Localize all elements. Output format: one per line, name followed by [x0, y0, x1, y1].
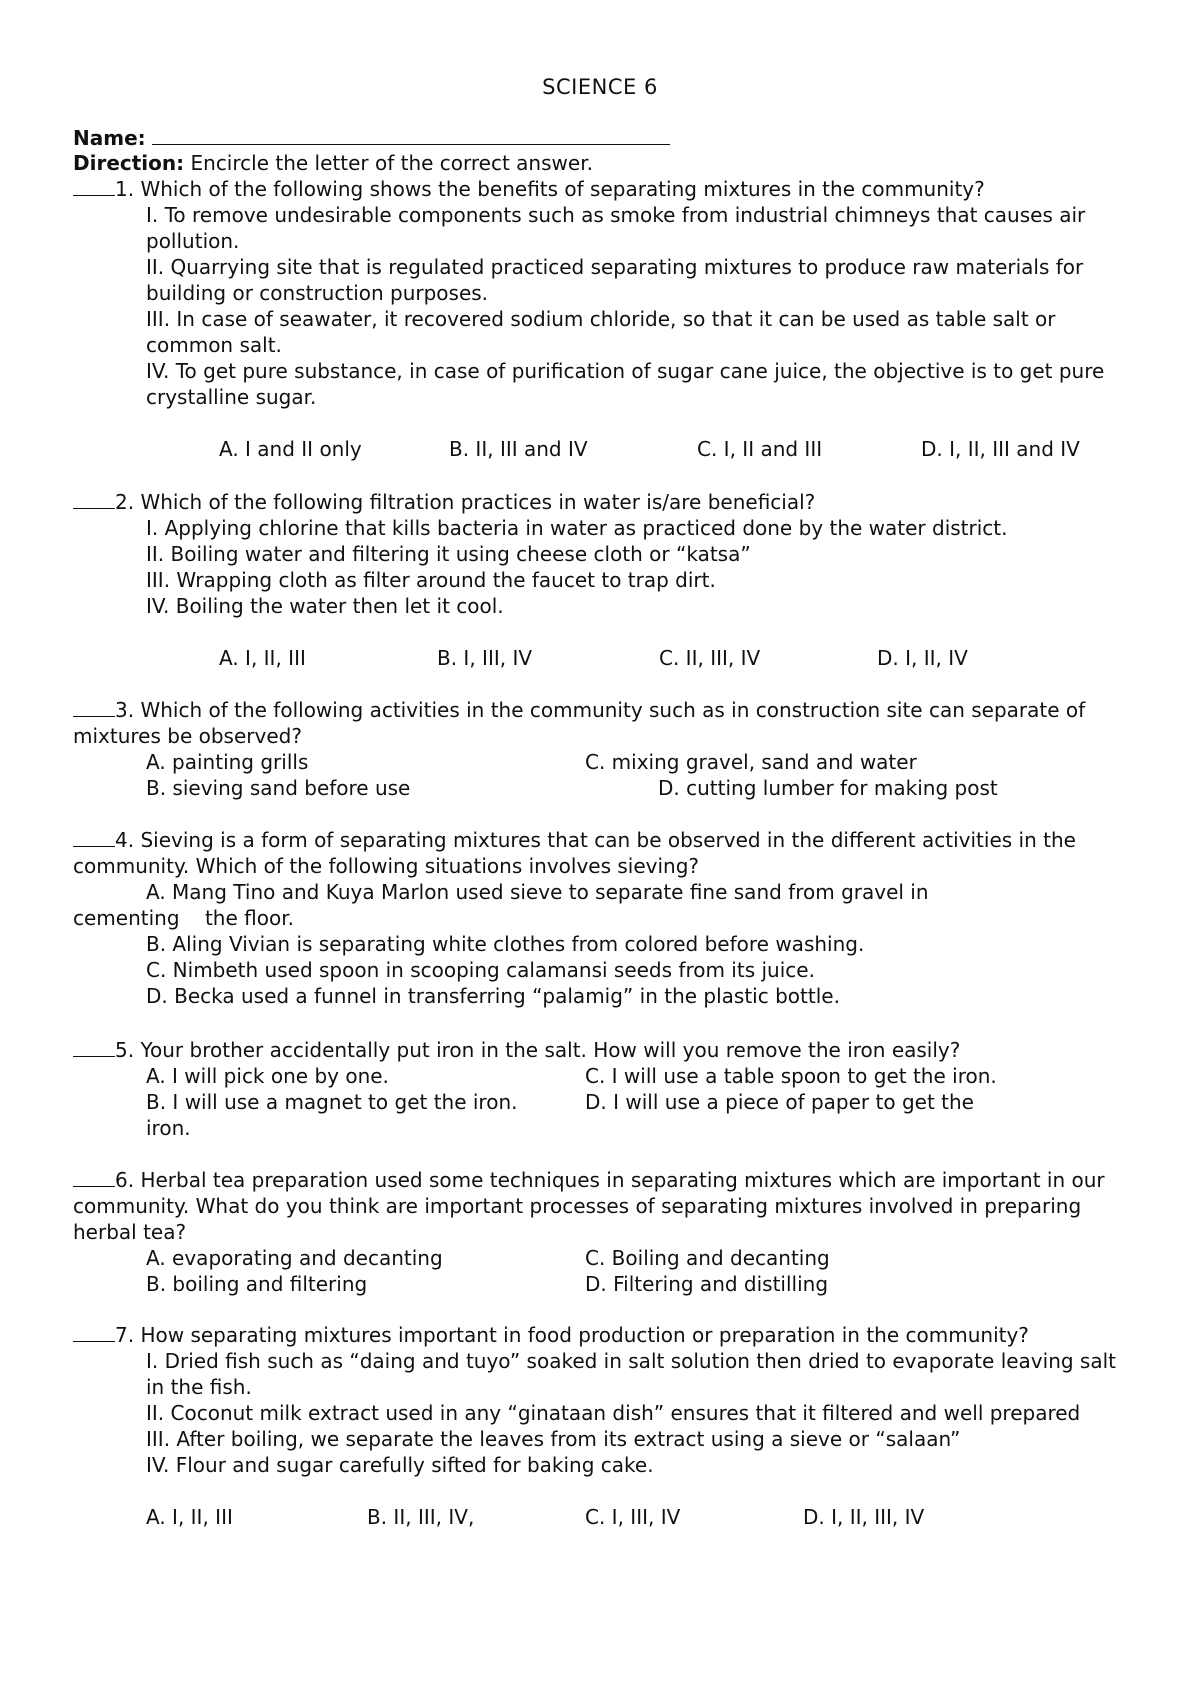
question-number: 7. [115, 1323, 135, 1347]
answer-blank[interactable] [73, 828, 115, 847]
choice-b[interactable]: B. boiling and filtering [146, 1272, 368, 1296]
question-5 [73, 1037, 1133, 1141]
choice-d-continued: iron. [146, 1116, 191, 1140]
choices-row [73, 1063, 1133, 1089]
question-number: 1. [115, 177, 135, 201]
choice-c[interactable]: C. I will use a table spoon to get the iron. [585, 1064, 997, 1088]
question-stem [73, 1322, 1133, 1348]
question-number: 4. [115, 828, 135, 852]
page-title: SCIENCE 6 [542, 75, 658, 99]
question-text: How separating mixtures important in food production or preparation in the community? [140, 1323, 1029, 1347]
question-text: Which of the following shows the benefits of separating mixtures in the community? [140, 177, 985, 201]
choice-c[interactable]: C. Nimbeth used spoon in scooping calamansi seeds from its juice. [146, 958, 815, 982]
name-field[interactable] [73, 124, 670, 151]
choice-b[interactable]: B. Aling Vivian is separating white clothes from colored before washing. [146, 932, 865, 956]
choice-d[interactable]: D. Becka used a funnel in transferring “palamig” in the plastic bottle. [146, 984, 840, 1008]
choice-a[interactable]: A. evaporating and decanting [146, 1246, 443, 1270]
answer-blank[interactable] [73, 1038, 115, 1057]
choice-a[interactable]: A. Mang Tino and Kuya Marlon used sieve to separate fine sand from gravel in [146, 880, 929, 904]
question-text: Herbal tea preparation used some techniques in separating mixtures which are important in our community. What do you think are important processes of separating mixtures involved in preparing herbal tea? [73, 1168, 1105, 1244]
choice-c[interactable]: C. I, II and III [697, 437, 823, 461]
list-item: I. Dried fish such as “daing and tuyo” soaked in salt solution then dried to evaporate leaving salt in the fish. [146, 1349, 1116, 1399]
list-item: IV. Boiling the water then let it cool. [146, 594, 504, 618]
choice-a[interactable]: A. I will pick one by one. [146, 1064, 389, 1088]
choice-d[interactable]: D. cutting lumber for making post [658, 776, 998, 800]
list-item: II. Coconut milk extract used in any “ginataan dish” ensures that it filtered and well prepared [146, 1401, 1081, 1425]
question-text: Which of the following filtration practices in water is/are beneficial? [140, 490, 816, 514]
choice-b[interactable]: B. II, III and IV [449, 437, 588, 461]
choice-b[interactable]: B. II, III, IV, [367, 1505, 475, 1529]
answer-blank[interactable] [73, 1323, 115, 1342]
direction-label: Direction: [73, 151, 185, 175]
question-1 [73, 176, 1133, 462]
choice-a-continued: cementing the floor. [73, 906, 294, 930]
question-number: 3. [115, 698, 135, 722]
choice-c[interactable]: C. II, III, IV [659, 646, 761, 670]
choices-row [73, 1504, 1133, 1530]
choices-row [73, 1245, 1133, 1271]
choice-a[interactable]: A. I, II, III [146, 1505, 233, 1529]
direction-line [73, 150, 593, 176]
question-number: 2. [115, 490, 135, 514]
choices-row [73, 749, 1133, 775]
choice-b[interactable]: B. I, III, IV [437, 646, 533, 670]
question-7 [73, 1322, 1133, 1530]
question-stem [73, 489, 1133, 515]
choice-b[interactable]: B. I will use a magnet to get the iron. [146, 1090, 518, 1114]
question-4 [73, 827, 1133, 1009]
choices-row [73, 645, 1133, 671]
question-stem [73, 697, 1133, 749]
choice-a[interactable]: A. I and II only [219, 437, 362, 461]
choices-row [73, 436, 1133, 462]
choice-d[interactable]: D. I will use a piece of paper to get the [585, 1090, 974, 1114]
choice-d[interactable]: D. I, II, III, IV [803, 1505, 925, 1529]
question-text: Sieving is a form of separating mixtures that can be observed in the different activities in the community. Which of the following situations involves sieving? [73, 828, 1076, 878]
list-item: III. After boiling, we separate the leaves from its extract using a sieve or “salaan” [146, 1427, 961, 1451]
question-text: Which of the following activities in the community such as in construction site can separate of mixtures be observed? [73, 698, 1086, 748]
choices-row [73, 1271, 1133, 1297]
choice-c[interactable]: C. mixing gravel, sand and water [585, 750, 917, 774]
list-item: III. Wrapping cloth as filter around the faucet to trap dirt. [146, 568, 716, 592]
list-item: III. In case of seawater, it recovered sodium chloride, so that it can be used as table salt or common salt. [146, 307, 1056, 357]
choices-row [73, 775, 1133, 801]
choice-d[interactable]: D. Filtering and distilling [585, 1272, 829, 1296]
choices-row [73, 1115, 1133, 1141]
choice-d[interactable]: D. I, II, IV [877, 646, 968, 670]
choice-a[interactable]: A. I, II, III [219, 646, 306, 670]
name-blank-line[interactable] [152, 124, 670, 145]
choice-c[interactable]: C. Boiling and decanting [585, 1246, 830, 1270]
question-2 [73, 489, 1133, 671]
question-text: Your brother accidentally put iron in the salt. How will you remove the iron easily? [140, 1038, 961, 1062]
choice-c[interactable]: C. I, III, IV [585, 1505, 681, 1529]
question-3 [73, 697, 1133, 801]
choice-d[interactable]: D. I, II, III and IV [921, 437, 1080, 461]
list-item: IV. To get pure substance, in case of purification of sugar cane juice, the objective is to get pure crystalline sugar. [146, 359, 1105, 409]
direction-text: Encircle the letter of the correct answer. [190, 151, 593, 175]
answer-blank[interactable] [73, 490, 115, 509]
question-6 [73, 1167, 1133, 1297]
choice-b[interactable]: B. sieving sand before use [146, 776, 411, 800]
question-number: 6. [115, 1168, 135, 1192]
question-stem [73, 1037, 1133, 1063]
list-item: II. Boiling water and filtering it using cheese cloth or “katsa” [146, 542, 751, 566]
list-item: IV. Flour and sugar carefully sifted for baking cake. [146, 1453, 654, 1477]
question-stem [73, 827, 1133, 879]
question-stem [73, 176, 1133, 202]
question-number: 5. [115, 1038, 135, 1062]
name-label: Name: [73, 126, 146, 150]
answer-blank[interactable] [73, 177, 115, 196]
answer-blank[interactable] [73, 1168, 115, 1187]
question-stem [73, 1167, 1133, 1245]
list-item: I. To remove undesirable components such as smoke from industrial chimneys that causes air pollution. [146, 203, 1086, 253]
list-item: II. Quarrying site that is regulated practiced separating mixtures to produce raw materials for building or construction purposes. [146, 255, 1084, 305]
list-item: I. Applying chlorine that kills bacteria in water as practiced done by the water district. [146, 516, 1008, 540]
choice-a[interactable]: A. painting grills [146, 750, 309, 774]
answer-blank[interactable] [73, 698, 115, 717]
choices-row [73, 1089, 1133, 1115]
